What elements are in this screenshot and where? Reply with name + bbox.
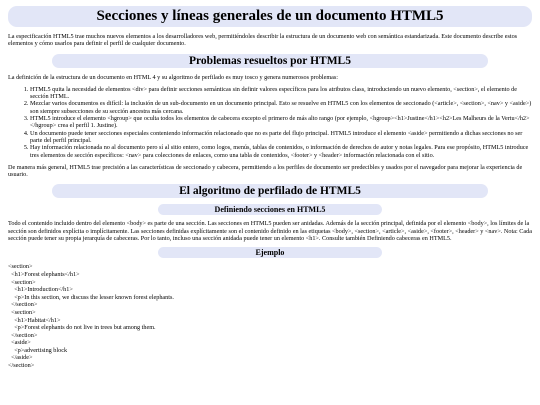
list-item: 2. Mezclar varios documentos es difícil: la inclusión de un sub-documento en un documento principal. Esto se resuelve en HTML5 con los elementos de seccionado (<article>, <section>, <nav> y <aside>) son siempre subsecciones de su sección ancestra más cercana. <box>30 100 532 115</box>
problems-lead-paragraph: La definición de la estructura de un documento en HTML 4 y su algoritmo de perfilado es muy tosco y genera numerosos problemas: <box>8 73 339 81</box>
intro-paragraph: La especificación HTML5 trae muchos nuevos elementos a los desarrolladores web, permitiéndoles describir la estructura de un documento web con semántica estandarizada. Este documento describe estos elementos y cómo usarlos para definir el perfil de cualquier documento. <box>8 33 518 48</box>
subsection-heading-defining: Definiendo secciones en HTML5 <box>158 204 382 215</box>
list-item: 1. HTML5 quita la necesidad de elementos <div> para definir secciones semánticas sin definir valores específicos para los atributos class, introduciendo un nuevo elemento, <section>, el elemento de sección HTML. <box>30 86 532 101</box>
example-code-block: <section> <h1>Forest elephants</h1> <section> <h1>Introduction</h1> <p>In this section, we discuss the lesser known forest elephants. </section> <section> <h1>Habitat</h1> <p>Forest elephants do not live in trees but among them. </section> <aside> <p>advertising block </aside> </section> <box>8 263 174 370</box>
defining-sections-paragraph: Todo el contenido incluido dentro del elemento <body> es parte de una sección. Las secciones en HTML5 pueden ser anidadas. Además de la sección principal, definida por el elemento <body>, los límites de la sección son definidos explícita o implícitamente. Las secciones definidas explícitamente son el contenido definido en las etiquetas <body>, <section>, <article>, <aside>, <footer>, <header> y <nav>. Nota: Cada sección puede tener su propia jerarquía de cabeceras. Por lo tanto, incluso una sección anidada puede tener un elemento <h1>. Consulte también Definiendo cabeceras en HTML5. <box>8 220 532 243</box>
page-title: Secciones y líneas generales de un documento HTML5 <box>8 6 532 27</box>
subsection-heading-example: Ejemplo <box>158 247 382 258</box>
list-item: 5. Hay información relacionada no al documento pero sí al sitio entero, como logos, menús, tablas de contenidos, o información de derechos de autor y notas legales. Para ese propósito, HTML5 introduce tres elementos de sección específicos: <nav> para colecciones de enlaces, como una tabla de contenidos, <footer> y <header> información relacionada con el sitio. <box>30 144 532 159</box>
list-item: 4. Un documento puede tener secciones especiales conteniendo información relacionado que no es parte del flujo principal. HTML5 introduce el elemento <aside> permitiendo a dichas secciones no ser parte del perfil principal. <box>30 130 532 145</box>
problems-closing-paragraph: De manera más general, HTML5 trae precisión a las características de seccionado y cabecera, permitiendo a los perfiles de documento ser predecibles y usados por el navegador para mejorar la experiencia de usuario. <box>8 163 523 179</box>
section-heading-problems: Problemas resueltos por HTML5 <box>52 54 488 68</box>
section-heading-algorithm: El algoritmo de perfilado de HTML5 <box>52 184 488 198</box>
list-item: 3. HTML5 introduce el elemento <hgroup> que oculta todos los elementos de cabecera excepto el primero de más alto rango (por ejemplo, <hgroup><h1>Justine</h1><h2>Les Malheurs de la Vertu</h2></hgroup> crea el perfil 1. Justine). <box>30 115 532 130</box>
problems-list <box>8 86 532 159</box>
